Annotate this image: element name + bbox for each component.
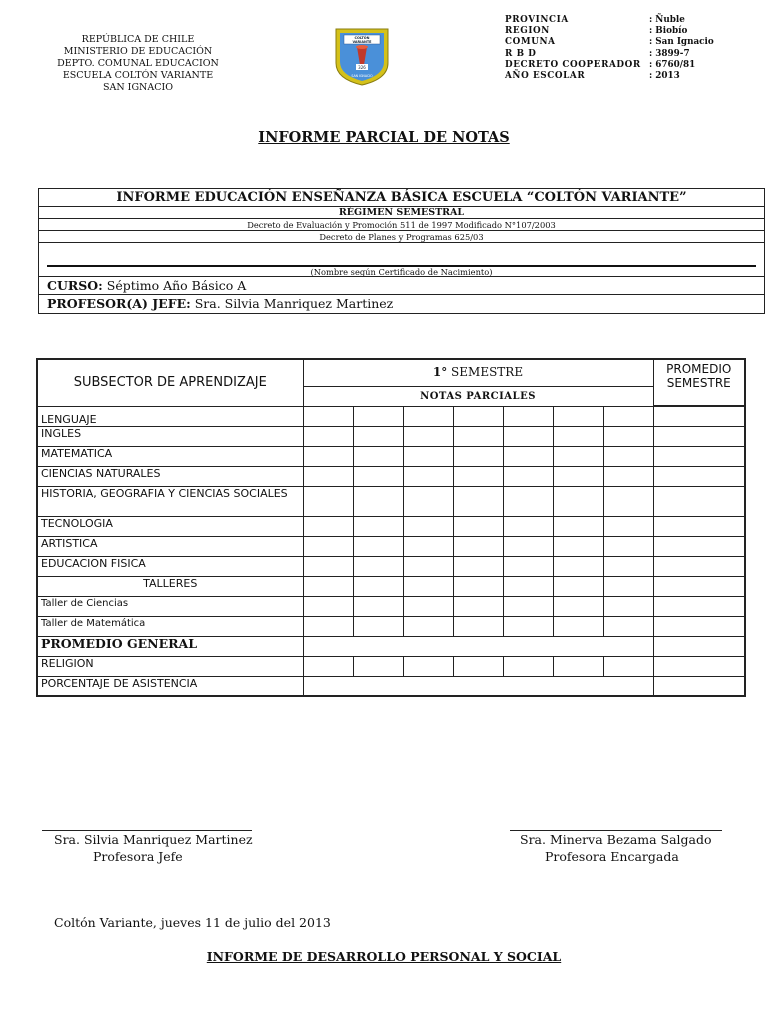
grade-cell[interactable] xyxy=(553,446,603,466)
grade-cell[interactable] xyxy=(503,406,553,426)
info-label: R B D xyxy=(505,48,537,59)
info-value: : Ñuble xyxy=(649,15,685,25)
grade-cell[interactable] xyxy=(353,516,403,536)
grade-cell[interactable] xyxy=(503,596,553,616)
grade-cell[interactable] xyxy=(553,516,603,536)
info-label: AÑO ESCOLAR xyxy=(505,71,586,82)
average-cell[interactable] xyxy=(653,516,745,536)
grade-cell[interactable] xyxy=(603,426,653,446)
grade-cell[interactable] xyxy=(603,466,653,486)
grade-cell[interactable] xyxy=(353,426,403,446)
grade-cell[interactable] xyxy=(303,446,353,466)
subsector-header: SUBSECTOR DE APRENDIZAJE xyxy=(37,359,303,406)
grade-cell[interactable] xyxy=(453,486,503,516)
institution-line: DEPTO. COMUNAL EDUCACION xyxy=(57,58,219,69)
curso-label: CURSO: xyxy=(47,278,103,293)
box-regimen: RÉGIMEN SEMESTRAL xyxy=(39,207,764,219)
grade-cell[interactable] xyxy=(353,576,403,596)
table-row xyxy=(37,616,745,636)
average-cell[interactable] xyxy=(653,486,745,516)
table-row xyxy=(37,556,745,576)
grade-cell[interactable] xyxy=(553,406,603,426)
grade-cell[interactable] xyxy=(403,486,453,516)
grade-cell[interactable] xyxy=(353,656,403,676)
subject-label: ARTISTICA xyxy=(37,536,303,556)
table-row xyxy=(37,536,745,556)
grade-cell[interactable] xyxy=(353,486,403,516)
semester-header: 1° SEMESTRE xyxy=(303,359,653,386)
logo-bottom-text: SAN IGNACIO xyxy=(351,74,373,78)
grade-cell[interactable] xyxy=(303,466,353,486)
grade-cell[interactable] xyxy=(603,596,653,616)
grade-cell[interactable] xyxy=(603,656,653,676)
average-cell[interactable] xyxy=(653,536,745,556)
grade-cell[interactable] xyxy=(403,596,453,616)
table-row xyxy=(37,406,745,426)
grade-cell[interactable] xyxy=(303,556,353,576)
average-cell[interactable] xyxy=(653,676,745,696)
grade-cell[interactable] xyxy=(403,406,453,426)
religion-label: RELIGION xyxy=(37,656,303,676)
grade-cell[interactable] xyxy=(303,656,353,676)
promedio-semestre-header: PROMEDIO SEMESTRE xyxy=(653,359,745,406)
info-value: : Biobío xyxy=(649,26,688,37)
signature-name: Sra. Silvia Manriquez Martinez xyxy=(54,832,253,847)
table-row xyxy=(37,516,745,536)
profesor-row xyxy=(39,295,764,313)
name-caption: (Nombre según Certificado de Nacimiento) xyxy=(310,267,493,277)
signature-profesora-jefe xyxy=(42,830,252,865)
grade-cell[interactable] xyxy=(453,466,503,486)
curso-value: Séptimo Año Básico A xyxy=(102,278,247,293)
logo-top-text: COLTÓN xyxy=(354,36,370,40)
profesor-value: Sra. Silvia Manriquez Martinez xyxy=(190,296,394,311)
grade-cell[interactable] xyxy=(403,516,453,536)
grade-cell[interactable] xyxy=(403,536,453,556)
info-value: : 2013 xyxy=(649,71,680,82)
grade-cell[interactable] xyxy=(353,616,403,636)
promedio-general-row xyxy=(37,636,745,656)
grade-cell[interactable] xyxy=(353,446,403,466)
average-cell[interactable] xyxy=(653,426,745,446)
info-label: REGION xyxy=(505,26,550,37)
subject-label: CIENCIAS NATURALES xyxy=(37,466,303,486)
grade-cell[interactable] xyxy=(453,596,503,616)
info-row-rbd xyxy=(505,49,714,60)
table-row xyxy=(37,426,745,446)
grade-cell[interactable] xyxy=(453,656,503,676)
institution-line: MINISTERIO DE EDUCACIÓN xyxy=(63,46,213,57)
average-cell[interactable] xyxy=(653,656,745,676)
promedio-general-label: PROMEDIO GENERAL xyxy=(37,636,303,656)
grade-cell[interactable] xyxy=(303,516,353,536)
grade-cell[interactable] xyxy=(453,616,503,636)
info-row-anio xyxy=(505,71,714,82)
box-title: INFORME EDUCACIÓN ENSEÑANZA BÁSICA ESCUELA “COLTÓN VARIANTE” xyxy=(39,189,764,207)
table-row xyxy=(37,486,745,516)
signature-role: Profesora Jefe xyxy=(93,849,183,864)
grade-cell[interactable] xyxy=(553,426,603,446)
grade-cell[interactable] xyxy=(353,596,403,616)
section-title-desarrollo: INFORME DE DESARROLLO PERSONAL Y SOCIAL xyxy=(206,949,562,964)
table-row xyxy=(37,466,745,486)
average-cell[interactable] xyxy=(653,406,745,426)
subject-label: LENGUAJE xyxy=(37,406,303,426)
info-label: COMUNA xyxy=(505,37,556,48)
grade-cell[interactable] xyxy=(553,536,603,556)
average-cell[interactable] xyxy=(653,576,745,596)
grade-cell[interactable] xyxy=(503,556,553,576)
grade-cell[interactable] xyxy=(503,656,553,676)
box-decreto-planes: Decreto de Planes y Programas 625/03 xyxy=(39,231,764,243)
grade-cell[interactable] xyxy=(553,656,603,676)
talleres-header-row xyxy=(37,576,745,596)
grade-cell[interactable] xyxy=(403,616,453,636)
grade-cell[interactable] xyxy=(503,516,553,536)
subject-label: MATEMATICA xyxy=(37,446,303,466)
date-line: Coltón Variante, jueves 11 de julio del 2013 xyxy=(54,915,331,930)
grade-cell[interactable] xyxy=(403,656,453,676)
religion-row xyxy=(37,656,745,676)
signature-name: Sra. Minerva Bezama Salgado xyxy=(520,832,712,847)
info-value: : 3899-7 xyxy=(649,48,690,59)
info-value: : 6760/81 xyxy=(649,59,696,70)
grade-cell[interactable] xyxy=(303,426,353,446)
subject-label: INGLES xyxy=(37,426,303,446)
subject-label: EDUCACION FISICA xyxy=(37,556,303,576)
grade-cell[interactable] xyxy=(453,516,503,536)
logo-top-text-2: VARIANTE xyxy=(352,40,372,44)
grade-cell[interactable] xyxy=(453,426,503,446)
grade-cell[interactable] xyxy=(453,446,503,466)
grade-cell[interactable] xyxy=(503,486,553,516)
grade-cell[interactable] xyxy=(553,616,603,636)
grade-cell[interactable] xyxy=(553,486,603,516)
info-label: PROVINCIA xyxy=(505,15,569,25)
grade-cell[interactable] xyxy=(603,406,653,426)
grade-cell[interactable] xyxy=(603,516,653,536)
grade-cell[interactable] xyxy=(603,446,653,466)
grade-cell[interactable] xyxy=(503,426,553,446)
institution-line: ESCUELA COLTÓN VARIANTE xyxy=(62,70,214,81)
info-value: : San Ignacio xyxy=(649,37,714,48)
average-cell[interactable] xyxy=(653,466,745,486)
info-row-comuna xyxy=(505,37,714,48)
grade-cell[interactable] xyxy=(353,406,403,426)
average-cell[interactable] xyxy=(653,636,745,656)
grade-cell[interactable] xyxy=(403,556,453,576)
grade-cell[interactable] xyxy=(403,576,453,596)
grade-cell[interactable] xyxy=(303,596,353,616)
grade-cell[interactable] xyxy=(453,536,503,556)
student-header-box xyxy=(38,188,765,314)
grade-cell[interactable] xyxy=(503,616,553,636)
grade-cell[interactable] xyxy=(403,446,453,466)
info-label: DECRETO COOPERADOR xyxy=(505,59,641,70)
table-row xyxy=(37,596,745,616)
grade-cell[interactable] xyxy=(603,486,653,516)
grade-cell[interactable] xyxy=(553,576,603,596)
grade-cell[interactable] xyxy=(303,486,353,516)
grade-cell[interactable] xyxy=(303,406,353,426)
grades-table xyxy=(36,358,746,697)
school-info xyxy=(505,15,714,82)
grade-cell[interactable] xyxy=(403,426,453,446)
promedio-general-cell[interactable] xyxy=(303,636,653,656)
grade-cell[interactable] xyxy=(553,596,603,616)
grade-cell[interactable] xyxy=(303,616,353,636)
box-decreto-evaluacion: Decreto de Evaluación y Promoción 511 de 1997 Modificado N°107/2003 xyxy=(39,219,764,231)
subject-label: HISTORIA, GEOGRAFIA Y CIENCIAS SOCIALES xyxy=(37,486,303,516)
grade-cell[interactable] xyxy=(503,536,553,556)
grade-cell[interactable] xyxy=(453,576,503,596)
signature-profesora-encargada xyxy=(510,830,722,865)
grade-cell[interactable] xyxy=(403,466,453,486)
report-title: INFORME PARCIAL DE NOTAS xyxy=(258,129,510,146)
curso-row xyxy=(39,277,764,295)
asistencia-row xyxy=(37,676,745,696)
signature-line xyxy=(510,830,722,831)
grade-cell[interactable] xyxy=(303,536,353,556)
grade-cell[interactable] xyxy=(603,556,653,576)
subject-label: TECNOLOGIA xyxy=(37,516,303,536)
institution-line: SAN IGNACIO xyxy=(102,82,174,93)
notas-parciales-header: NOTAS PARCIALES xyxy=(303,386,653,406)
info-row-region xyxy=(505,26,714,37)
grade-cell[interactable] xyxy=(453,406,503,426)
average-cell[interactable] xyxy=(653,556,745,576)
student-name-field[interactable] xyxy=(39,243,764,277)
grade-cell[interactable] xyxy=(553,556,603,576)
grade-cell[interactable] xyxy=(353,556,403,576)
asistencia-label: PORCENTAJE DE ASISTENCIA xyxy=(37,676,303,696)
info-row-provincia xyxy=(505,15,714,26)
average-cell[interactable] xyxy=(653,616,745,636)
grade-cell[interactable] xyxy=(603,536,653,556)
grade-cell[interactable] xyxy=(603,576,653,596)
grade-cell[interactable] xyxy=(353,536,403,556)
grade-cell[interactable] xyxy=(603,616,653,636)
profesor-label: PROFESOR(A) JEFE: xyxy=(47,296,191,311)
grade-cell[interactable] xyxy=(303,576,353,596)
asistencia-cell[interactable] xyxy=(303,676,653,696)
school-logo-icon xyxy=(332,25,392,87)
logo-number: 326 xyxy=(358,65,366,70)
signature-line xyxy=(42,830,252,831)
average-cell[interactable] xyxy=(653,596,745,616)
info-row-decreto xyxy=(505,60,714,71)
talleres-header: TALLERES xyxy=(37,576,303,596)
grade-cell[interactable] xyxy=(453,556,503,576)
taller-label: Taller de Matemática xyxy=(37,616,303,636)
average-cell[interactable] xyxy=(653,446,745,466)
grade-cell[interactable] xyxy=(503,466,553,486)
institution-header xyxy=(40,34,236,94)
taller-rows xyxy=(37,596,745,636)
grade-cell[interactable] xyxy=(503,446,553,466)
signature-role: Profesora Encargada xyxy=(545,849,679,864)
taller-label: Taller de Ciencias xyxy=(37,596,303,616)
table-header-row xyxy=(37,359,745,386)
grade-cell[interactable] xyxy=(503,576,553,596)
subject-rows xyxy=(37,406,745,576)
grade-cell[interactable] xyxy=(553,466,603,486)
institution-line: REPÚBLICA DE CHILE xyxy=(81,34,195,45)
grade-cell[interactable] xyxy=(353,466,403,486)
table-row xyxy=(37,446,745,466)
